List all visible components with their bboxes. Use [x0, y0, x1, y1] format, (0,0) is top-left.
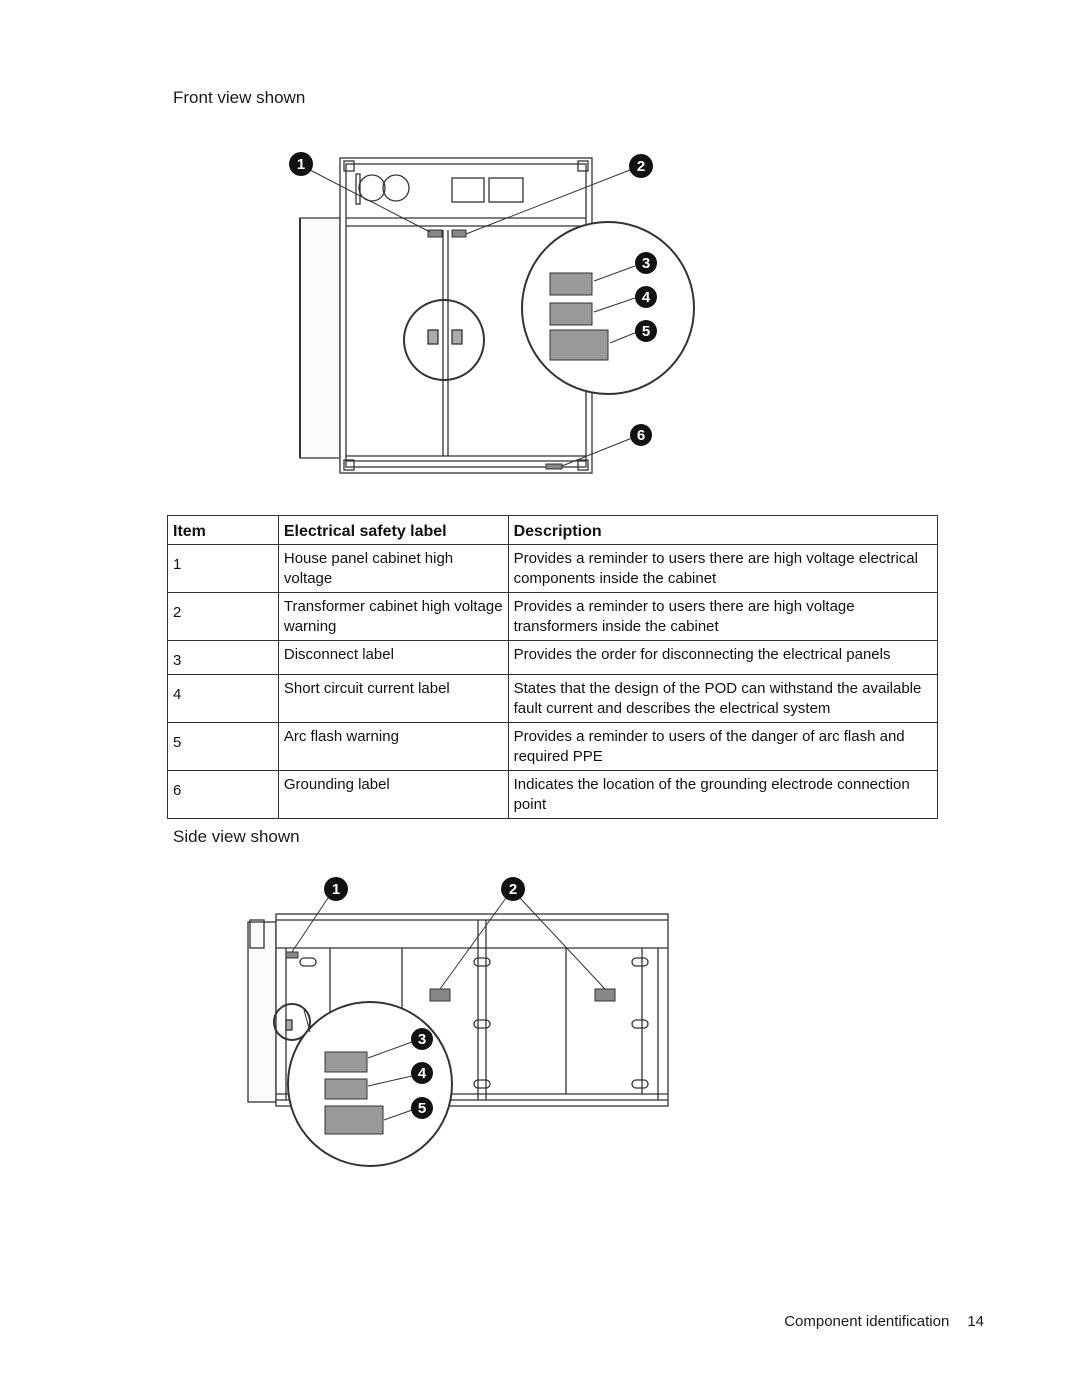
- callout-4: 4: [641, 289, 651, 306]
- callout-1: 1: [296, 156, 306, 173]
- front-view-diagram: [280, 148, 700, 478]
- label-cell: Grounding label: [278, 771, 508, 819]
- table-row: [168, 723, 938, 771]
- description-cell: Provides the order for disconnecting the electrical panels: [508, 641, 937, 675]
- item-cell: 6: [168, 771, 279, 819]
- table-row: [168, 593, 938, 641]
- table-row: [168, 771, 938, 819]
- table-header-row: [168, 516, 938, 545]
- side-callout-3: 3: [417, 1031, 427, 1048]
- description-cell: States that the design of the POD can withstand the available fault current and describes the electrical system: [508, 675, 937, 723]
- item-cell: 1: [168, 545, 279, 593]
- footer-section-title: Component identification: [784, 1313, 950, 1330]
- side-callout-5: 5: [417, 1100, 427, 1117]
- side-callout-2: 2: [508, 881, 518, 898]
- header-label: Electrical safety label: [278, 516, 508, 545]
- callout-6: 6: [636, 427, 646, 444]
- item-cell: 3: [168, 641, 279, 675]
- label-cell: Arc flash warning: [278, 723, 508, 771]
- callout-3: 3: [641, 255, 651, 272]
- header-item: Item: [168, 516, 279, 545]
- item-cell: 4: [168, 675, 279, 723]
- table-row: [168, 675, 938, 723]
- description-cell: Indicates the location of the grounding electrode connection point: [508, 771, 937, 819]
- label-cell: Short circuit current label: [278, 675, 508, 723]
- safety-label-table: [167, 515, 938, 819]
- item-cell: 5: [168, 723, 279, 771]
- side-callout-1: 1: [331, 881, 341, 898]
- description-cell: Provides a reminder to users there are high voltage electrical components inside the cabinet: [508, 545, 937, 593]
- label-cell: Transformer cabinet high voltage warning: [278, 593, 508, 641]
- header-description: Description: [508, 516, 937, 545]
- callout-2: 2: [636, 158, 646, 175]
- table-row: [168, 641, 938, 675]
- side-callout-4: 4: [417, 1065, 427, 1082]
- table-row: [168, 545, 938, 593]
- side-view-caption: Side view shown: [173, 827, 300, 846]
- label-cell: Disconnect label: [278, 641, 508, 675]
- label-cell: House panel cabinet high voltage: [278, 545, 508, 593]
- front-view-caption: Front view shown: [173, 88, 306, 107]
- item-cell: 2: [168, 593, 279, 641]
- page-footer: [784, 1313, 984, 1330]
- description-cell: Provides a reminder to users of the danger of arc flash and required PPE: [508, 723, 937, 771]
- side-view-diagram: [240, 872, 680, 1172]
- callout-5: 5: [641, 323, 651, 340]
- description-cell: Provides a reminder to users there are high voltage transformers inside the cabinet: [508, 593, 937, 641]
- page-number: 14: [967, 1313, 984, 1330]
